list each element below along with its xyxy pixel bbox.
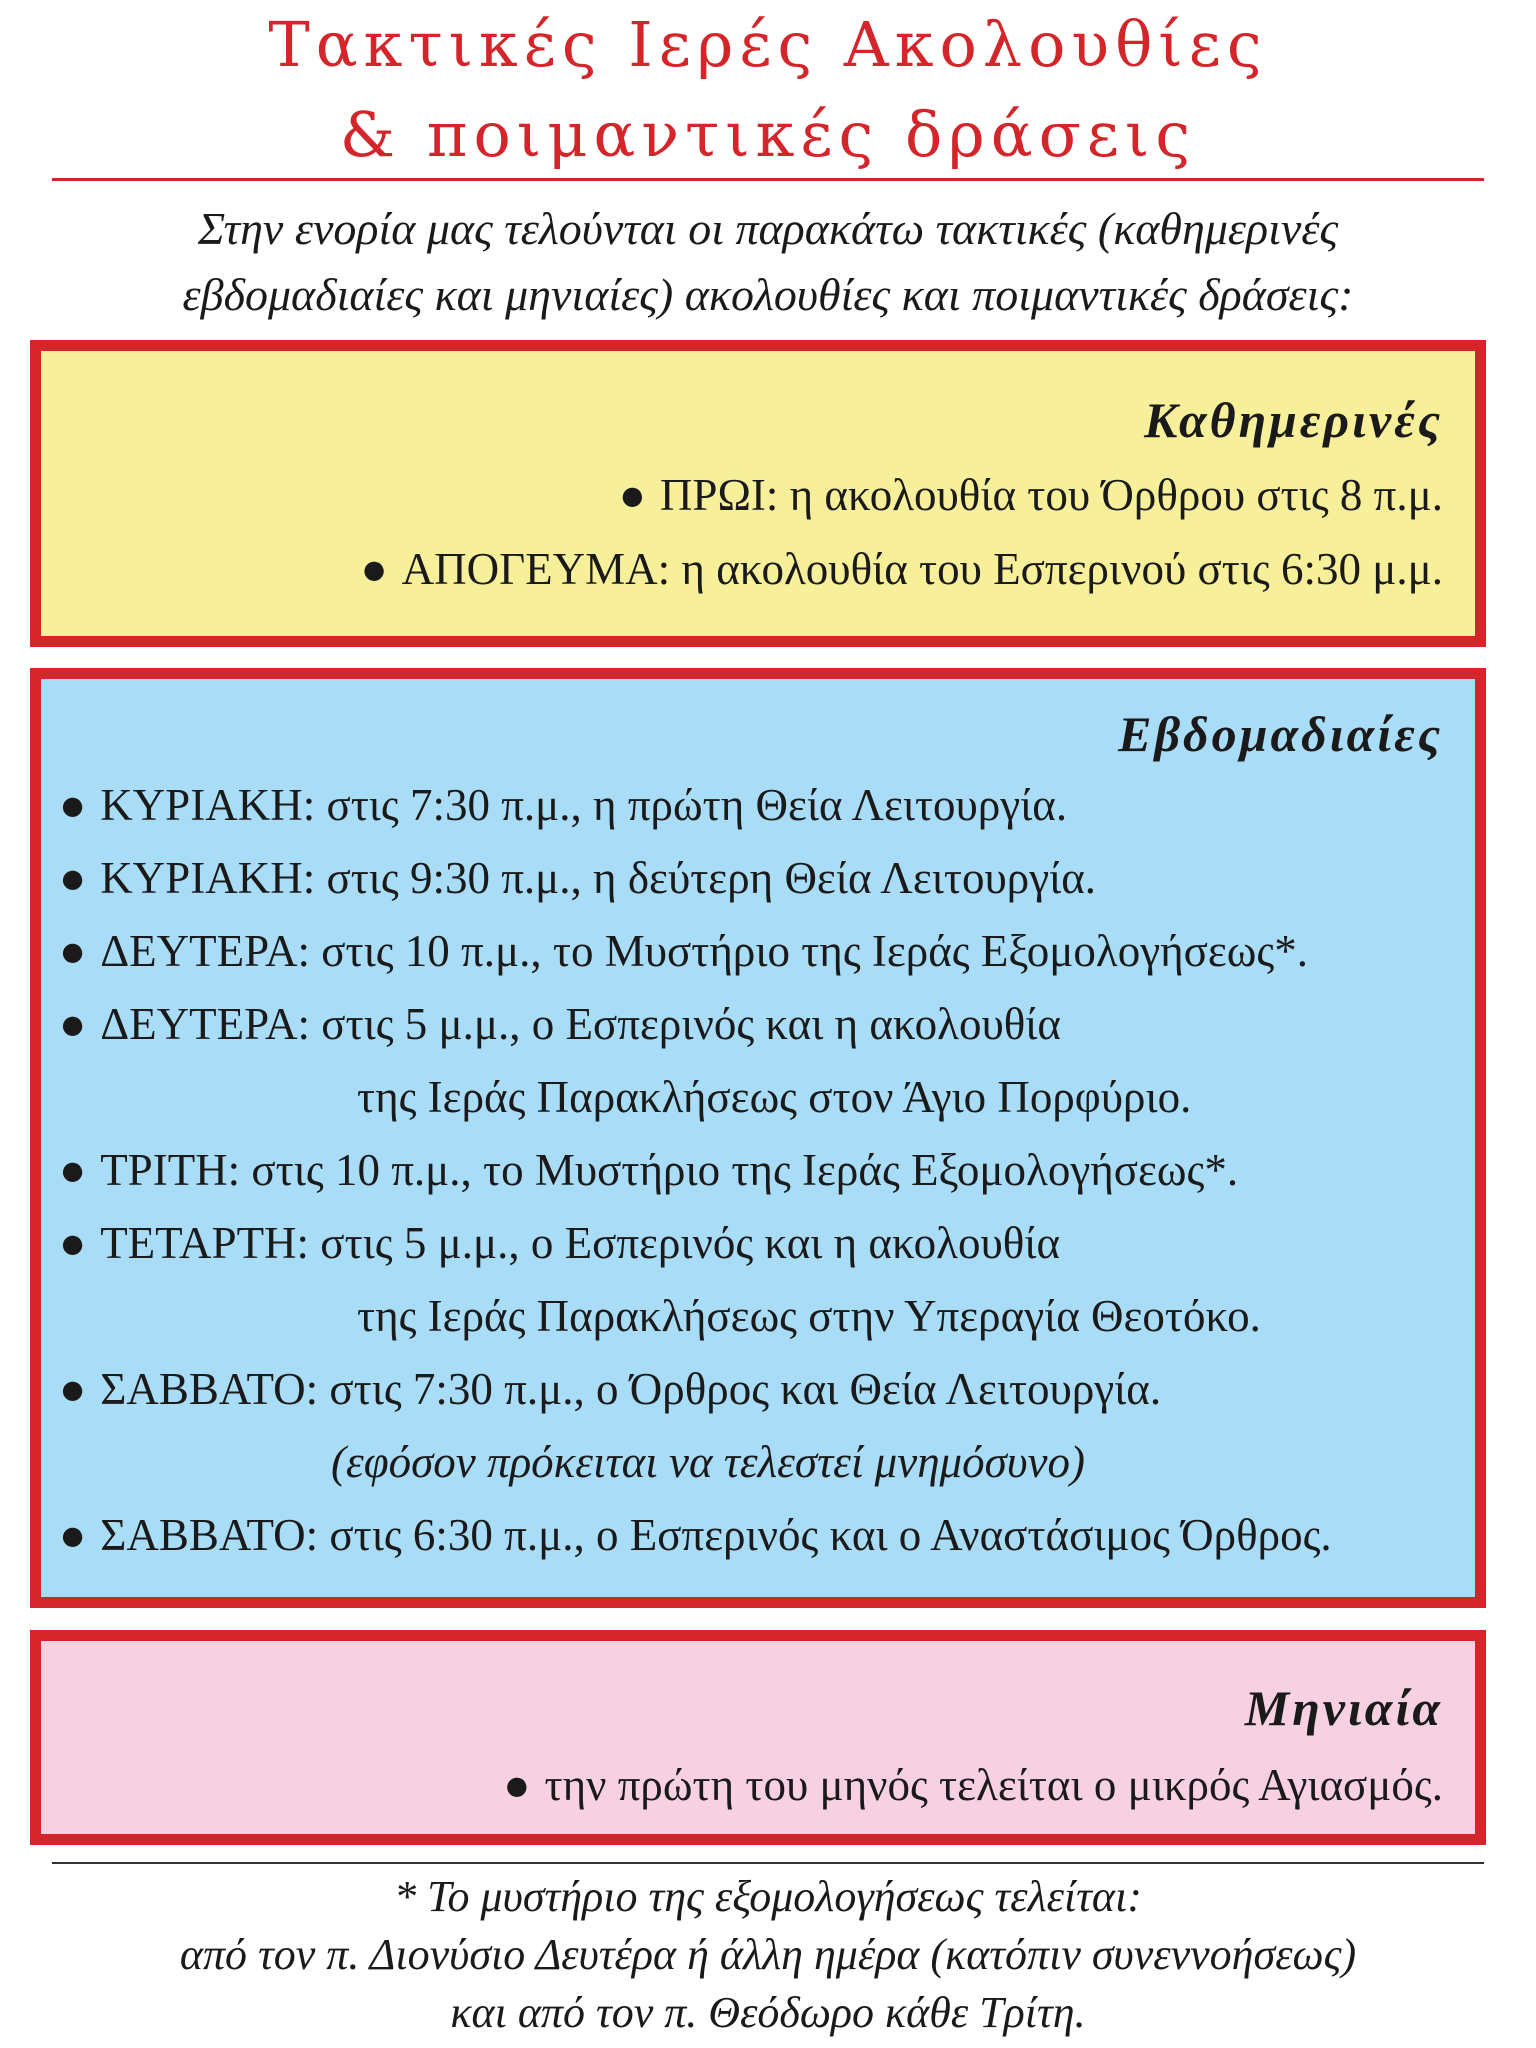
weekly-item-text: ΣΑΒΒΑΤΟ: στις 7:30 π.μ., ο Όρθρος και Θεία Λειτουργία. [100, 1364, 1162, 1414]
weekly-item [59, 1142, 1238, 1198]
weekly-item [59, 850, 1096, 906]
weekly-item-text: ΔΕΥΤΕΡΑ: στις 10 π.μ., το Μυστήριο της Ιεράς Εξομολογήσεως*. [100, 926, 1308, 976]
monthly-item [503, 1757, 1443, 1813]
bullet-icon: ● [618, 470, 646, 520]
bullet-icon: ● [59, 853, 87, 903]
weekly-heading: Εβδομαδιαίες [1118, 706, 1443, 762]
weekly-item [59, 996, 1061, 1052]
weekly-item-note: (εφόσον πρόκειται να τελεστεί μνημόσυνο) [331, 1437, 1085, 1487]
footer-note [0, 1868, 1536, 2042]
weekly-item-text: ΚΥΡΙΑΚΗ: στις 7:30 π.μ., η πρώτη Θεία Λειτουργία. [100, 780, 1068, 830]
intro-line-1: Στην ενορία μας τελούνται οι παρακάτω τακτικές (καθημερινές [197, 203, 1339, 254]
weekly-item-text: ΤΡΙΤΗ: στις 10 π.μ., το Μυστήριο της Ιεράς Εξομολογήσεως*. [100, 1145, 1239, 1195]
weekly-item-text: ΔΕΥΤΕΡΑ: στις 5 μ.μ., ο Εσπερινός και η ακολουθία [100, 999, 1061, 1049]
title-line-1: Τακτικές Ιερές Ακολουθίες [268, 8, 1268, 81]
daily-heading: Καθημερινές [1144, 392, 1443, 448]
bullet-icon: ● [360, 544, 388, 594]
bullet-icon: ● [59, 926, 87, 976]
weekly-item-text: ΤΕΤΑΡΤΗ: στις 5 μ.μ., ο Εσπερινός και η ακολουθία [100, 1218, 1061, 1268]
bullet-icon: ● [503, 1760, 531, 1810]
daily-item-text: ΠΡΩΙ: η ακολουθία του Όρθρου στις 8 π.μ. [659, 470, 1443, 520]
intro-line-2: εβδομαδιαίες και μηνιαίες) ακολουθίες και ποιμαντικές δράσεις: [182, 269, 1354, 320]
bullet-icon: ● [59, 999, 87, 1049]
weekly-item-text: ΚΥΡΙΑΚΗ: στις 9:30 π.μ., η δεύτερη Θεία Λειτουργία. [100, 853, 1097, 903]
weekly-item-text: ΣΑΒΒΑΤΟ: στις 6:30 π.μ., ο Εσπερινός και ο Αναστάσιμος Όρθρος. [100, 1510, 1332, 1560]
weekly-item-continuation: της Ιεράς Παρακλήσεως στον Άγιο Πορφύριο. [357, 1072, 1192, 1122]
footer-line-3: και από τον π. Θεόδωρο κάθε Τρίτη. [450, 1988, 1086, 2037]
title-divider [52, 178, 1484, 181]
monthly-heading: Μηνιαία [1244, 1680, 1443, 1736]
monthly-section [30, 1630, 1486, 1845]
weekly-item [59, 777, 1067, 833]
daily-item [619, 467, 1443, 523]
daily-item-text: ΑΠΟΓΕΥΜΑ: η ακολουθία του Εσπερινού στις 6:30 μ.μ. [401, 544, 1443, 594]
monthly-item-text: την πρώτη του μηνός τελείται ο μικρός Αγιασμός. [544, 1760, 1443, 1810]
daily-section [30, 340, 1486, 647]
footer-divider [52, 1862, 1484, 1864]
bullet-icon: ● [59, 1364, 87, 1414]
weekly-item [59, 923, 1308, 979]
footer-line-1: * Το μυστήριο της εξομολογήσεως τελείται: [394, 1872, 1142, 1921]
weekly-item-continuation: της Ιεράς Παρακλήσεως στην Υπεραγία Θεοτόκο. [357, 1291, 1261, 1341]
bullet-icon: ● [59, 780, 87, 830]
intro-text [0, 196, 1536, 328]
weekly-item [59, 1507, 1332, 1563]
bullet-icon: ● [59, 1510, 87, 1560]
daily-item [360, 541, 1443, 597]
weekly-item [59, 1215, 1060, 1271]
bullet-icon: ● [59, 1218, 87, 1268]
title-line-2: & ποιμαντικές δράσεις [339, 98, 1197, 171]
bullet-icon: ● [59, 1145, 87, 1195]
weekly-section [30, 668, 1486, 1608]
footer-line-2: από τον π. Διονύσιο Δευτέρα ή άλλη ημέρα (κατόπιν συνεννοήσεως) [179, 1930, 1357, 1979]
weekly-item [59, 1361, 1161, 1417]
